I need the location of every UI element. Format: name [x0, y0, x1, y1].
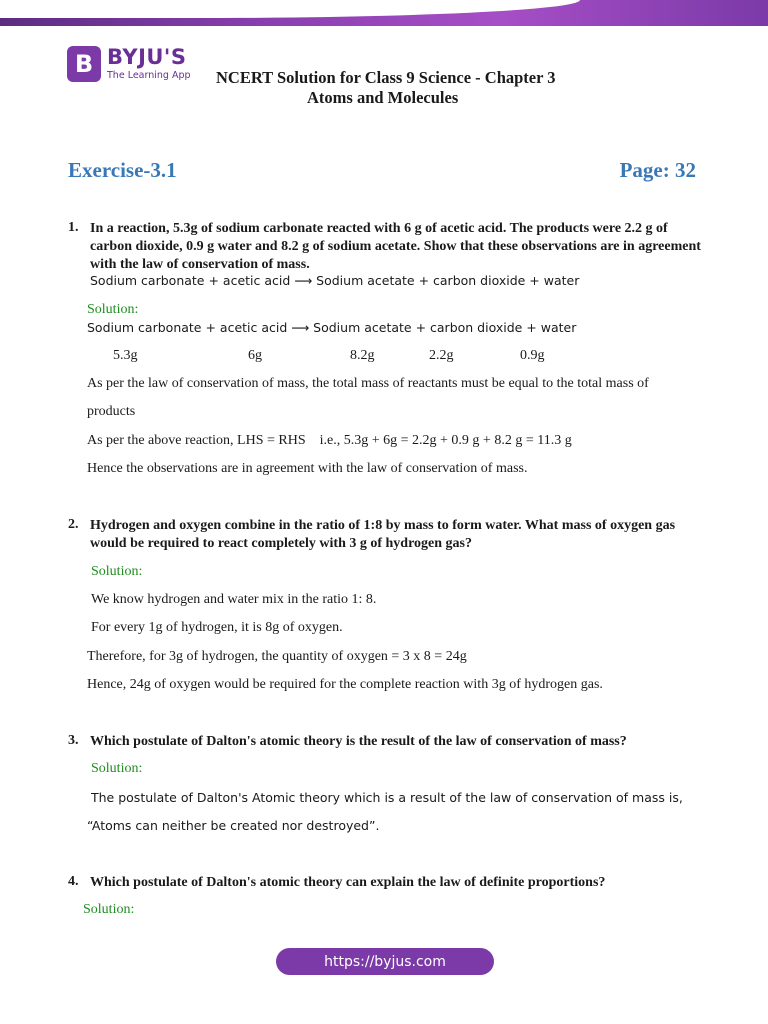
logo-text	[107, 47, 191, 81]
question-3	[68, 733, 708, 751]
solution-line: Hence, 24g of oxygen would be required for the complete reaction with 3g of hydrogen gas.	[87, 677, 603, 692]
solution-line: We know hydrogen and water mix in the ratio 1: 8.	[91, 592, 377, 607]
question-2	[68, 517, 708, 553]
question-1	[68, 220, 708, 274]
question-number: 3.	[68, 733, 79, 748]
solution-line: As per the law of conservation of mass, the total mass of reactants must be equal to the total mass of	[87, 376, 649, 391]
mass-value: 8.2g	[350, 348, 375, 363]
question-text: Which postulate of Dalton's atomic theory is the result of the law of conservation of mass?	[90, 734, 627, 749]
question-number: 1.	[68, 220, 79, 235]
mass-value: 6g	[248, 348, 262, 363]
logo-name: BYJU'S	[107, 45, 187, 70]
logo-tagline: The Learning App	[107, 70, 191, 82]
logo-mark-icon: B	[67, 46, 101, 82]
solution-label: Solution:	[83, 902, 135, 917]
question-text: Which postulate of Dalton's atomic theory can explain the law of definite proportions?	[90, 875, 606, 890]
solution-line: “Atoms can neither be created nor destroyed”.	[87, 818, 380, 833]
title-line-2: Atoms and Molecules	[307, 88, 459, 107]
solution-label: Solution:	[91, 564, 143, 579]
byjus-logo	[67, 46, 191, 82]
solution-line: The postulate of Dalton's Atomic theory which is a result of the law of conservation of mass is,	[91, 790, 683, 805]
document-title	[216, 68, 556, 108]
solution-line: Hence the observations are in agreement with the law of conservation of mass.	[87, 461, 528, 476]
website-link[interactable]: https://byjus.com	[276, 948, 494, 975]
question-text: In a reaction, 5.3g of sodium carbonate reacted with 6 g of acetic acid. The products were 2.2 g of carbon dioxide, 0.9 g water and 8.2 g of sodium acetate. Show that these observations are in agreement with the law of conservation of mass.	[90, 221, 701, 272]
solution-line: As per the above reaction, LHS = RHS i.e., 5.3g + 6g = 2.2g + 0.9 g + 8.2 g = 11.3 g	[87, 433, 572, 448]
solution-line: products	[87, 404, 136, 419]
question-text: Hydrogen and oxygen combine in the ratio of 1:8 by mass to form water. What mass of oxygen gas would be required to react completely with 3 g of hydrogen gas?	[90, 518, 676, 551]
title-line-1: NCERT Solution for Class 9 Science - Chapter 3	[216, 68, 556, 87]
question-equation: Sodium carbonate + acetic acid ⟶ Sodium acetate + carbon dioxide + water	[90, 273, 580, 288]
question-number: 4.	[68, 874, 79, 889]
question-number: 2.	[68, 517, 79, 532]
mass-value: 2.2g	[429, 348, 454, 363]
solution-line: Sodium carbonate + acetic acid ⟶ Sodium acetate + carbon dioxide + water	[87, 320, 577, 335]
mass-value: 0.9g	[520, 348, 545, 363]
mass-value: 5.3g	[113, 348, 138, 363]
question-4	[68, 874, 708, 892]
solution-line: Therefore, for 3g of hydrogen, the quantity of oxygen = 3 x 8 = 24g	[87, 649, 467, 664]
solution-label: Solution:	[91, 761, 143, 776]
solution-label: Solution:	[87, 302, 139, 317]
exercise-heading: Exercise-3.1	[68, 158, 177, 182]
page-number: Page: 32	[619, 158, 696, 182]
solution-line: For every 1g of hydrogen, it is 8g of oxygen.	[91, 620, 343, 635]
